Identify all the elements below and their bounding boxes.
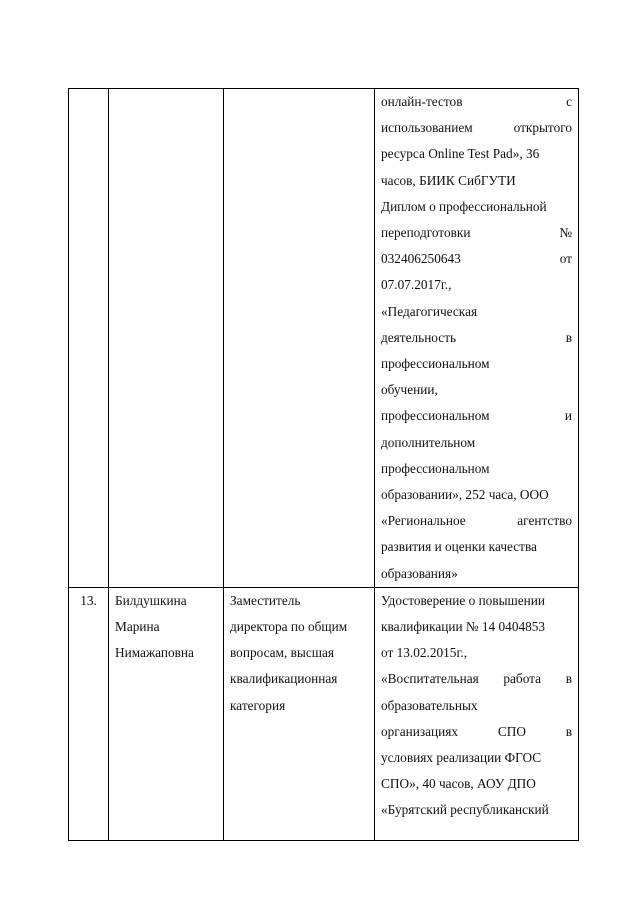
text-fragment: «Воспитательная — [381, 671, 479, 687]
text-line — [381, 246, 572, 272]
text-line — [381, 403, 572, 429]
text-line: квалификации № 14 0404853 — [381, 619, 546, 635]
name-cell — [109, 587, 224, 840]
position-line: директора по общим — [230, 619, 348, 635]
position-line: Заместитель — [230, 592, 301, 608]
text-line: «Бурятский республиканский — [381, 802, 549, 818]
text-line: профессиональном — [381, 356, 490, 372]
text-line — [381, 220, 572, 246]
text-fragment: в — [565, 723, 572, 739]
position-line: квалификационная — [230, 671, 338, 687]
text-line — [381, 115, 572, 141]
name-cell — [109, 89, 224, 588]
text-fragment: онлайн-тестов — [381, 94, 463, 109]
text-fragment: переподготовки — [381, 225, 471, 241]
table-row — [69, 89, 579, 588]
position-cell — [224, 89, 375, 588]
text-line: профессиональном — [381, 460, 490, 476]
text-line: часов, БИИК СибГУТИ — [381, 172, 516, 188]
text-line: ресурса Online Test Pad», 36 — [381, 146, 540, 162]
text-line: Диплом о профессиональной — [381, 198, 547, 214]
text-line: условиях реализации ФГОС — [381, 750, 542, 766]
text-line: обучении, — [381, 382, 438, 398]
first-name: Марина — [115, 619, 160, 635]
text-line — [381, 666, 572, 692]
patronymic: Нимажаповна — [115, 645, 194, 661]
text-line: Удостоверение о повышении — [381, 592, 546, 608]
text-line: образовании», 252 часа, ООО — [381, 487, 549, 503]
text-fragment: работа — [503, 671, 542, 687]
text-line: «Педагогическая — [381, 303, 478, 319]
text-line — [381, 508, 572, 534]
text-line: образовательных — [381, 697, 478, 713]
text-line: развития и оценки качества — [381, 539, 537, 555]
text-fragment: агентство — [517, 513, 572, 529]
text-fragment: с — [566, 94, 572, 109]
text-fragment: СПО — [497, 723, 526, 739]
surname: Билдушкина — [115, 592, 187, 608]
row-number-cell — [69, 587, 109, 840]
text-fragment: 032406250643 — [381, 251, 461, 267]
text-fragment: от — [559, 251, 572, 267]
text-line: от 13.02.2015г., — [381, 645, 468, 661]
qualification-cell — [375, 89, 579, 588]
text-line: образования» — [381, 565, 458, 581]
text-fragment: открытого — [513, 120, 572, 136]
position-line: вопросам, высшая — [230, 645, 334, 661]
position-line: категория — [230, 697, 286, 713]
qualification-cell — [375, 587, 579, 840]
text-line: 07.07.2017г., — [381, 277, 452, 293]
text-line — [381, 325, 572, 351]
text-fragment: «Региональное — [381, 513, 466, 529]
row-number: 13. — [80, 592, 97, 608]
text-fragment: в — [565, 671, 572, 687]
text-fragment: № — [559, 225, 572, 241]
text-line: СПО», 40 часов, АОУ ДПО — [381, 776, 536, 792]
position-cell — [224, 587, 375, 840]
text-fragment: профессиональном — [381, 408, 490, 424]
row-number-cell — [69, 89, 109, 588]
text-fragment: использованием — [381, 120, 473, 136]
text-line — [381, 89, 572, 115]
table-row — [69, 587, 579, 840]
text-fragment: и — [564, 408, 572, 424]
text-fragment: организациях — [381, 723, 459, 739]
text-fragment: в — [565, 329, 572, 345]
staff-qualification-table — [68, 88, 579, 841]
text-fragment: деятельность — [381, 329, 457, 345]
text-line: дополнительном — [381, 434, 476, 450]
text-line — [381, 719, 572, 745]
